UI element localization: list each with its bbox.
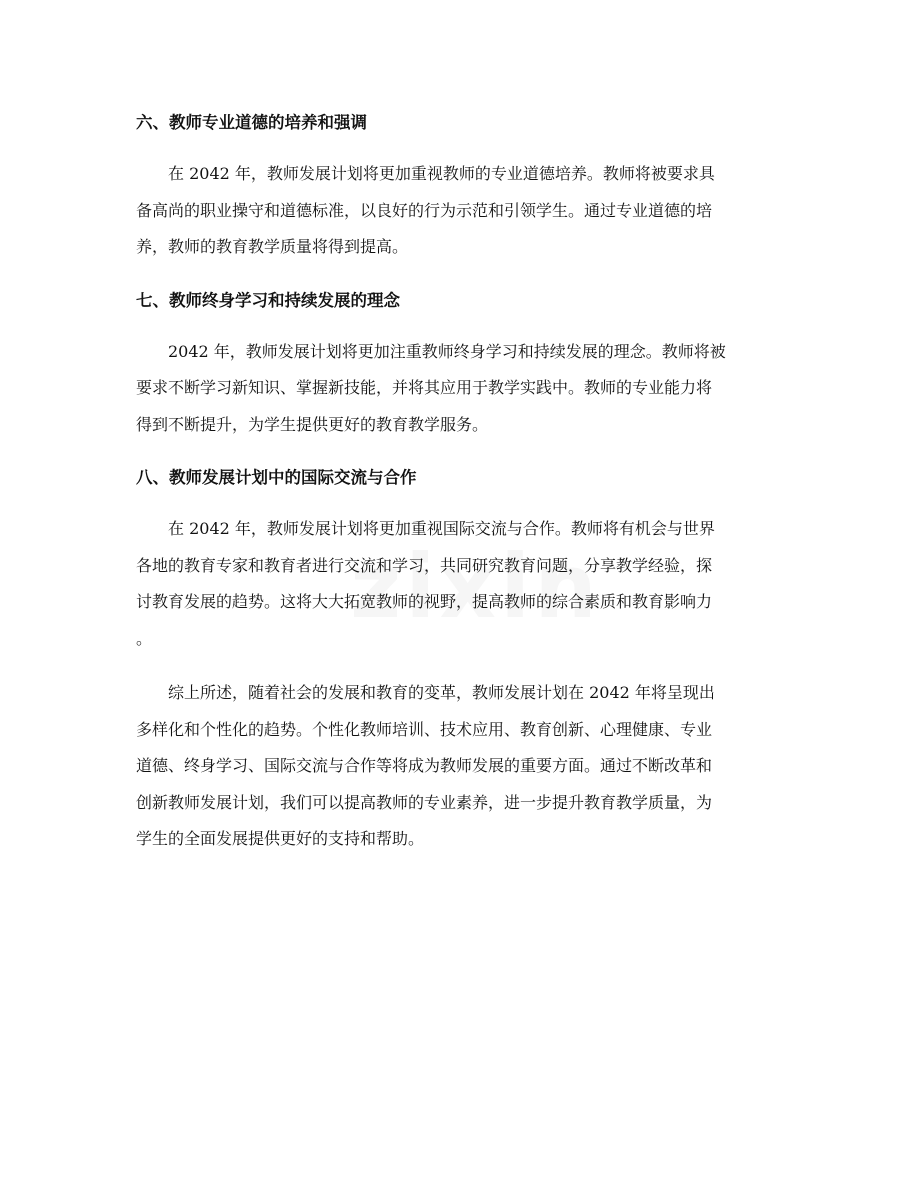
section-paragraph-8	[136, 511, 786, 657]
paragraph-line: 综上所述，随着社会的发展和教育的变革，教师发展计划在 2042 年将呈现出	[168, 683, 715, 702]
paragraph-line: 道德、终身学习、国际交流与合作等将成为教师发展的重要方面。通过不断改革和	[136, 756, 713, 775]
paragraph-line: 在 2042 年，教师发展计划将更加重视国际交流与合作。教师将有机会与世界	[168, 519, 715, 538]
section-paragraph-7	[136, 334, 786, 444]
paragraph-line: 备高尚的职业操守和道德标准，以良好的行为示范和引领学生。通过专业道德的培	[136, 200, 713, 220]
paragraph-line: 要求不断学习新知识、掌握新技能，并将其应用于教学实践中。教师的专业能力将	[136, 378, 713, 397]
section-heading-7: 七、教师终身学习和持续发展的理念	[136, 290, 400, 310]
paragraph-line: 学生的全面发展提供更好的支持和帮助。	[136, 829, 425, 848]
section-heading-8: 八、教师发展计划中的国际交流与合作	[136, 468, 417, 487]
paragraph-line: 各地的教育专家和教育者进行交流和学习，共同研究教育问题，分享教学经验，探	[136, 555, 713, 575]
paragraph-line: 2042 年，教师发展计划将更加注重教师终身学习和持续发展的理念。教师将被	[168, 341, 726, 361]
section-paragraph-6	[136, 156, 786, 266]
paragraph-line: 讨教育发展的趋势。这将大大拓宽教师的视野，提高教师的综合素质和教育影响力	[136, 592, 713, 611]
paragraph-line: 多样化和个性化的趋势。个性化教师培训、技术应用、教育创新、心理健康、专业	[136, 719, 713, 739]
paragraph-line: 得到不断提升，为学生提供更好的教育教学服务。	[136, 414, 489, 434]
conclusion-paragraph	[136, 675, 786, 858]
paragraph-line: 在 2042 年，教师发展计划将更加重视教师的专业道德培养。教师将被要求具	[168, 164, 715, 183]
paragraph-line: 创新教师发展计划，我们可以提高教师的专业素养，进一步提升教育教学质量，为	[136, 792, 713, 812]
paragraph-line: 养，教师的教育教学质量将得到提高。	[136, 237, 409, 256]
paragraph-line: 。	[136, 628, 153, 648]
section-heading-6: 六、教师专业道德的培养和强调	[136, 113, 367, 132]
document-body	[136, 106, 786, 876]
